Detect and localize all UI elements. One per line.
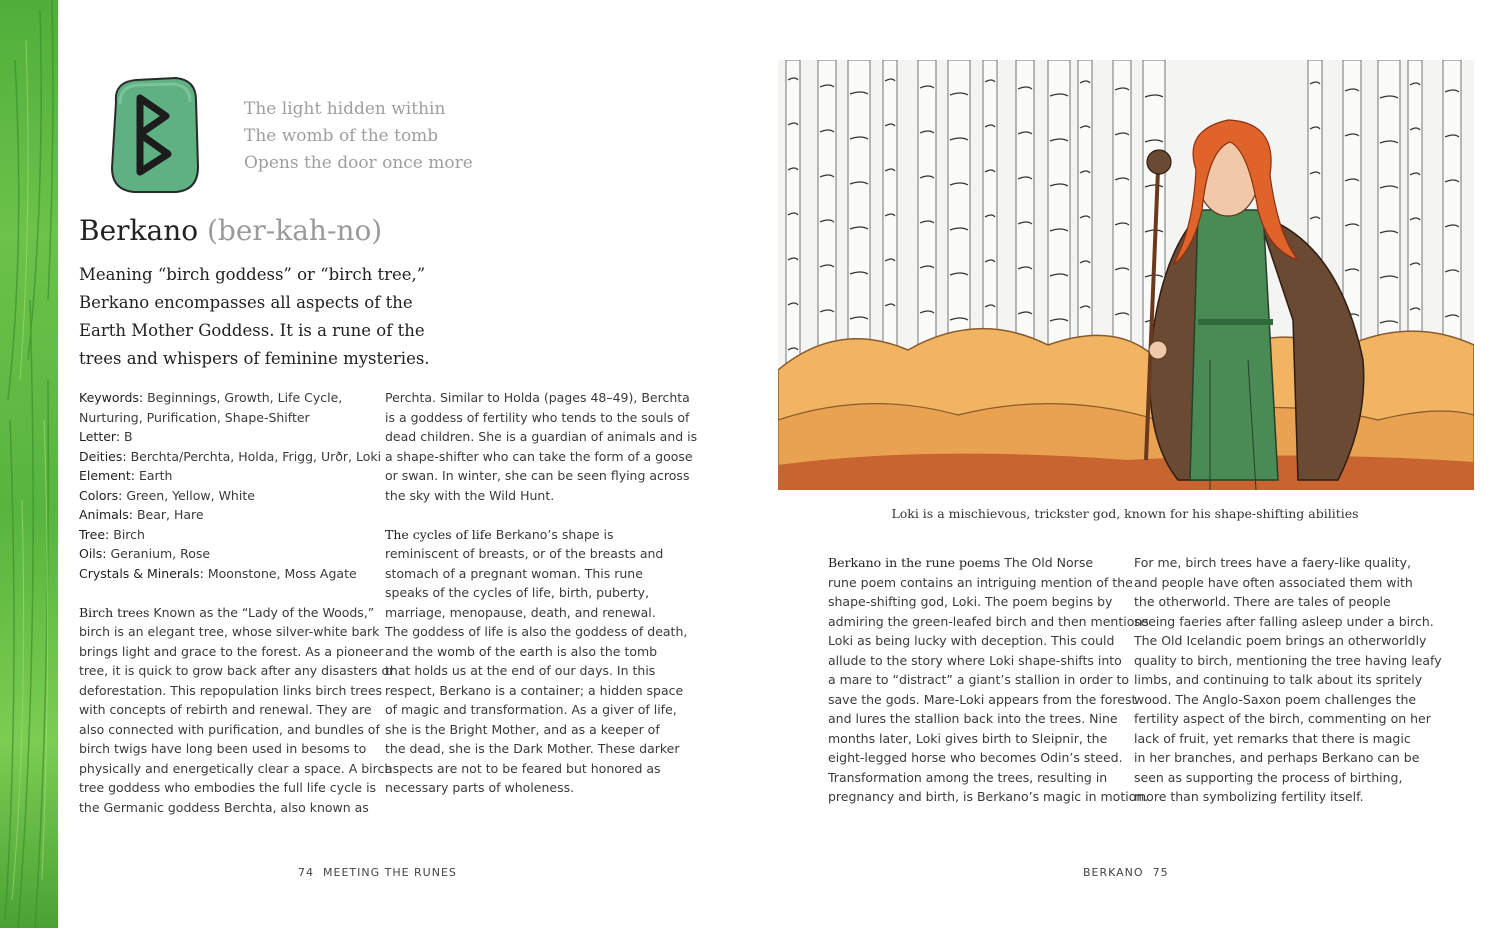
body-text: Berkano’s shape is [495, 526, 614, 542]
rune-title [79, 214, 382, 247]
body-column-4 [1134, 553, 1442, 807]
fact-value: Geranium, Rose [110, 546, 211, 561]
body-line: dead children. She is a guardian of animals and is [385, 429, 698, 444]
running-head: MEETING THE RUNES [323, 866, 457, 879]
intro-line: trees and whispers of feminine mysteries. [79, 349, 430, 368]
fact-value: Bear, Hare [136, 507, 204, 522]
body-line: save the gods. Mare-Loki appears from the forest [828, 691, 1137, 707]
body-line: stomach of a pregnant woman. This rune [385, 565, 643, 581]
body-line: she is the Bright Mother, and as a keeper of [385, 721, 660, 737]
body-line: of magic and transformation. As a giver of life, [385, 702, 677, 717]
body-line: Perchta. Similar to Holda (pages 48–49), Berchta [385, 390, 690, 405]
fact-oils [79, 544, 394, 564]
fact-crystals [79, 564, 394, 584]
page-number: 75 [1152, 866, 1169, 879]
birch-line [79, 603, 394, 623]
body-line: admiring the green-leafed birch and then mentions [828, 613, 1149, 629]
section-heading: Birch trees [79, 604, 150, 620]
body-line: wood. The Anglo-Saxon poem challenges the [1134, 691, 1417, 707]
fact-value: Moonstone, Moss Agate [207, 565, 357, 581]
body-line: or swan. In winter, she can be seen flying across [385, 468, 690, 483]
body-line: birch twigs have long been used in besoms to [79, 741, 367, 756]
poem-line: Opens the door once more [244, 153, 473, 173]
body-column-3 [828, 553, 1149, 807]
berkano-rune-stone-icon [106, 72, 202, 196]
fact-value: Earth [138, 468, 173, 483]
body-line: eight-legged horse who becomes Odin’s steed. [828, 750, 1123, 765]
body-line: the otherworld. There are tales of people [1134, 594, 1391, 609]
body-line: fertility aspect of the birch, commenting on her [1134, 711, 1431, 726]
facts-column [79, 388, 394, 817]
body-line: necessary parts of wholeness. [385, 780, 575, 795]
body-line: speaks of the cycles of life, birth, puberty, [385, 585, 650, 600]
body-line: lack of fruit, yet remarks that there is magic [1134, 730, 1411, 746]
rune-pronunciation: (ber-kah-no) [207, 214, 383, 247]
fact-value: Nurturing, Purification, Shape-Shifter [79, 409, 310, 425]
grass-border-image [0, 0, 58, 928]
cycles-line [385, 525, 697, 545]
rune-poem-verse [244, 96, 473, 177]
left-footer [298, 866, 457, 879]
body-line: allude to the story where Loki shape-shifts into [828, 652, 1122, 668]
rune-name: Berkano [79, 214, 199, 247]
body-line: seen as supporting the process of birthing, [1134, 769, 1403, 785]
poem-line: The womb of the tomb [244, 126, 439, 146]
poems-line [828, 553, 1149, 573]
body-line: that holds us at the end of our days. In this [385, 663, 656, 678]
fact-value: Beginnings, Growth, Life Cycle, [147, 390, 343, 405]
body-line: birch is an elegant tree, whose silver-white bark [79, 624, 380, 639]
body-line: a mare to “distract” a giant’s stallion in order to [828, 672, 1130, 687]
body-line: Loki as being lucky with deception. This could [828, 633, 1115, 648]
fact-letter [79, 427, 394, 447]
body-line: pregnancy and birth, is Berkano’s magic in motion. [828, 789, 1149, 804]
fact-value: Berchta/Perchta, Holda, Frigg, Urðr, Loki [130, 448, 382, 464]
fact-element [79, 466, 394, 486]
fact-label: Deities: [79, 448, 127, 464]
fact-deities [79, 447, 394, 467]
body-line: physically and energetically clear a space. A birch [79, 760, 393, 776]
fact-colors [79, 486, 394, 506]
fact-label: Colors: [79, 487, 123, 503]
right-footer [1083, 866, 1169, 879]
body-line: more than symbolizing fertility itself. [1134, 789, 1364, 804]
fact-label: Tree: [79, 526, 110, 542]
body-line: a shape-shifter who can take the form of a goose [385, 448, 693, 464]
fact-keywords [79, 388, 394, 408]
fact-label: Crystals & Minerals: [79, 565, 204, 581]
fact-value: Birch [113, 526, 145, 542]
body-line: seeing faeries after falling asleep under a birch. [1134, 613, 1434, 629]
intro-paragraph [79, 261, 499, 373]
body-line: the Germanic goddess Berchta, also known as [79, 799, 369, 815]
running-head: BERKANO [1083, 866, 1144, 879]
body-line: months later, Loki gives birth to Sleipnir, the [828, 730, 1108, 746]
body-line: aspects are not to be feared but honored as [385, 760, 661, 776]
body-line: rune poem contains an intriguing mention of the [828, 574, 1133, 590]
page-number: 74 [298, 866, 314, 879]
body-line: the sky with the Wild Hunt. [385, 487, 555, 503]
body-line: respect, Berkano is a container; a hidden space [385, 682, 684, 698]
body-line: The Old Icelandic poem brings an otherworldly [1134, 633, 1427, 648]
body-line: For me, birch trees have a faery-like quality, [1134, 555, 1411, 570]
fact-tree [79, 525, 394, 545]
body-line: in her branches, and perhaps Berkano can be [1134, 750, 1420, 765]
body-line: and people have often associated them with [1134, 574, 1413, 590]
left-page [58, 0, 750, 928]
intro-line: Meaning “birch goddess” or “birch tree,” [79, 265, 426, 284]
body-line: marriage, menopause, death, and renewal. [385, 604, 656, 620]
fact-label: Oils: [79, 546, 107, 561]
body-line: and the womb of the earth is also the tomb [385, 643, 658, 659]
body-text: Known as the “Lady of the Woods,” [153, 604, 375, 620]
section-heading: The cycles of life [385, 526, 492, 542]
body-line: Transformation among the trees, resulting in [828, 769, 1108, 785]
fact-value: Green, Yellow, White [126, 487, 255, 503]
body-line: brings light and grace to the forest. As a pioneer [79, 643, 384, 659]
illustration-caption: Loki is a mischievous, trickster god, known for his shape-shifting abilities [891, 506, 1359, 521]
body-line: tree, it is quick to grow back after any disasters or [79, 663, 395, 678]
fact-animals [79, 505, 394, 525]
fact-label: Keywords: [79, 390, 144, 405]
body-line: reminiscent of breasts, or of the breasts and [385, 546, 664, 561]
fact-label: Letter: [79, 429, 121, 444]
body-line: shape-shifting god, Loki. The poem begins by [828, 594, 1113, 609]
body-line: is a goddess of fertility who tends to the souls of [385, 409, 690, 425]
section-heading: Berkano in the rune poems [828, 555, 1001, 570]
loki-forest-illustration [778, 60, 1474, 490]
body-line: the dead, she is the Dark Mother. These darker [385, 741, 680, 756]
body-line: and lures the stallion back into the trees. Nine [828, 711, 1118, 726]
fact-label: Element: [79, 468, 135, 483]
body-line: quality to birch, mentioning the tree having leafy [1134, 652, 1442, 668]
body-line: limbs, and continuing to talk about its spritely [1134, 672, 1423, 687]
fact-value: B [124, 429, 133, 444]
intro-line: Berkano encompasses all aspects of the [79, 293, 413, 312]
intro-line: Earth Mother Goddess. It is a rune of the [79, 321, 425, 340]
body-line: also connected with purification, and bundles of [79, 721, 380, 737]
fact-label: Animals: [79, 507, 133, 522]
body-line: The goddess of life is also the goddess of death, [385, 624, 688, 639]
body-line: deforestation. This repopulation links birch trees [79, 682, 383, 698]
poem-line: The light hidden within [244, 99, 446, 119]
body-line: with concepts of rebirth and renewal. They are [79, 702, 372, 717]
body-line: tree goddess who embodies the full life cycle is [79, 780, 377, 795]
right-page [750, 0, 1500, 928]
body-text: The Old Norse [1004, 555, 1094, 570]
body-column-2 [385, 388, 697, 798]
